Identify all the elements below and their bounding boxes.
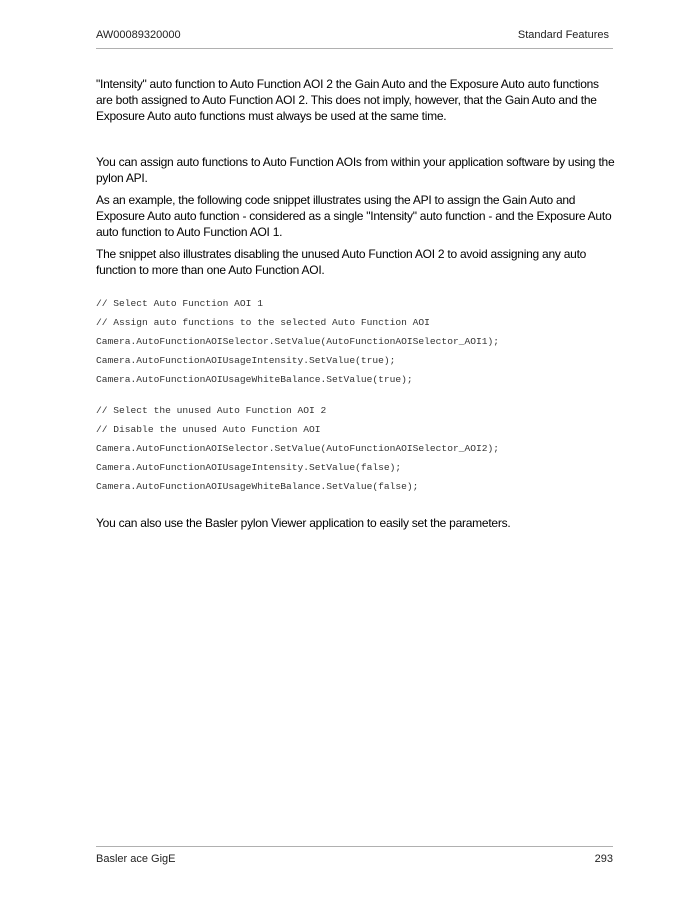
code-statement: Camera.AutoFunctionAOIUsageWhiteBalance.SetValue(true); — [96, 374, 413, 385]
section-title: Standard Features — [517, 29, 609, 41]
paragraph-disable-aoi2: The snippet also illustrates disabling the unused Auto Function AOI 2 to avoid assigning any auto function to more than one Auto Function AOI. — [96, 247, 587, 277]
code-spacer — [96, 389, 616, 401]
page-footer — [96, 853, 613, 869]
code-statement: Camera.AutoFunctionAOISelector.SetValue(AutoFunctionAOISelector_AOI2); — [96, 443, 500, 454]
page-number: 293 — [594, 853, 613, 865]
document-id: AW00089320000 — [96, 29, 181, 41]
code-comment: // Select Auto Function AOI 1 — [96, 298, 263, 309]
footer-divider — [96, 846, 613, 847]
page-header — [96, 29, 609, 45]
code-statement: Camera.AutoFunctionAOIUsageWhiteBalance.SetValue(false); — [96, 481, 419, 492]
paragraph-code-example-intro: As an example, the following code snippet illustrates using the API to assign the Gain Auto and Exposure Auto auto function - considered as a single "Intensity" auto function - and the Exposure Auto auto function to Auto Function AOI 1. — [96, 193, 612, 239]
paragraph-pylon-api: You can assign auto functions to Auto Function AOIs from within your application software by using the pylon API. — [96, 155, 615, 185]
code-snippet — [96, 294, 616, 496]
code-comment: // Assign auto functions to the selected Auto Function AOI — [96, 317, 430, 328]
paragraph-intensity-assignment: "Intensity" auto function to Auto Function AOI 2 the Gain Auto and the Exposure Auto auto functions are both assigned to Auto Function AOI 2. This does not imply, however, that the Gain Auto and the Exposure Auto auto functions must always be used at the same time. — [96, 77, 599, 123]
paragraph-pylon-viewer: You can also use the Basler pylon Viewer application to easily set the parameters. — [96, 516, 511, 530]
header-divider — [96, 48, 613, 49]
product-name: Basler ace GigE — [96, 853, 176, 865]
code-statement: Camera.AutoFunctionAOIUsageIntensity.SetValue(true); — [96, 355, 396, 366]
body-text — [96, 76, 616, 278]
code-statement: Camera.AutoFunctionAOISelector.SetValue(AutoFunctionAOISelector_AOI1); — [96, 336, 500, 347]
code-statement: Camera.AutoFunctionAOIUsageIntensity.SetValue(false); — [96, 462, 402, 473]
code-comment: // Disable the unused Auto Function AOI — [96, 424, 321, 435]
code-comment: // Select the unused Auto Function AOI 2 — [96, 405, 327, 416]
